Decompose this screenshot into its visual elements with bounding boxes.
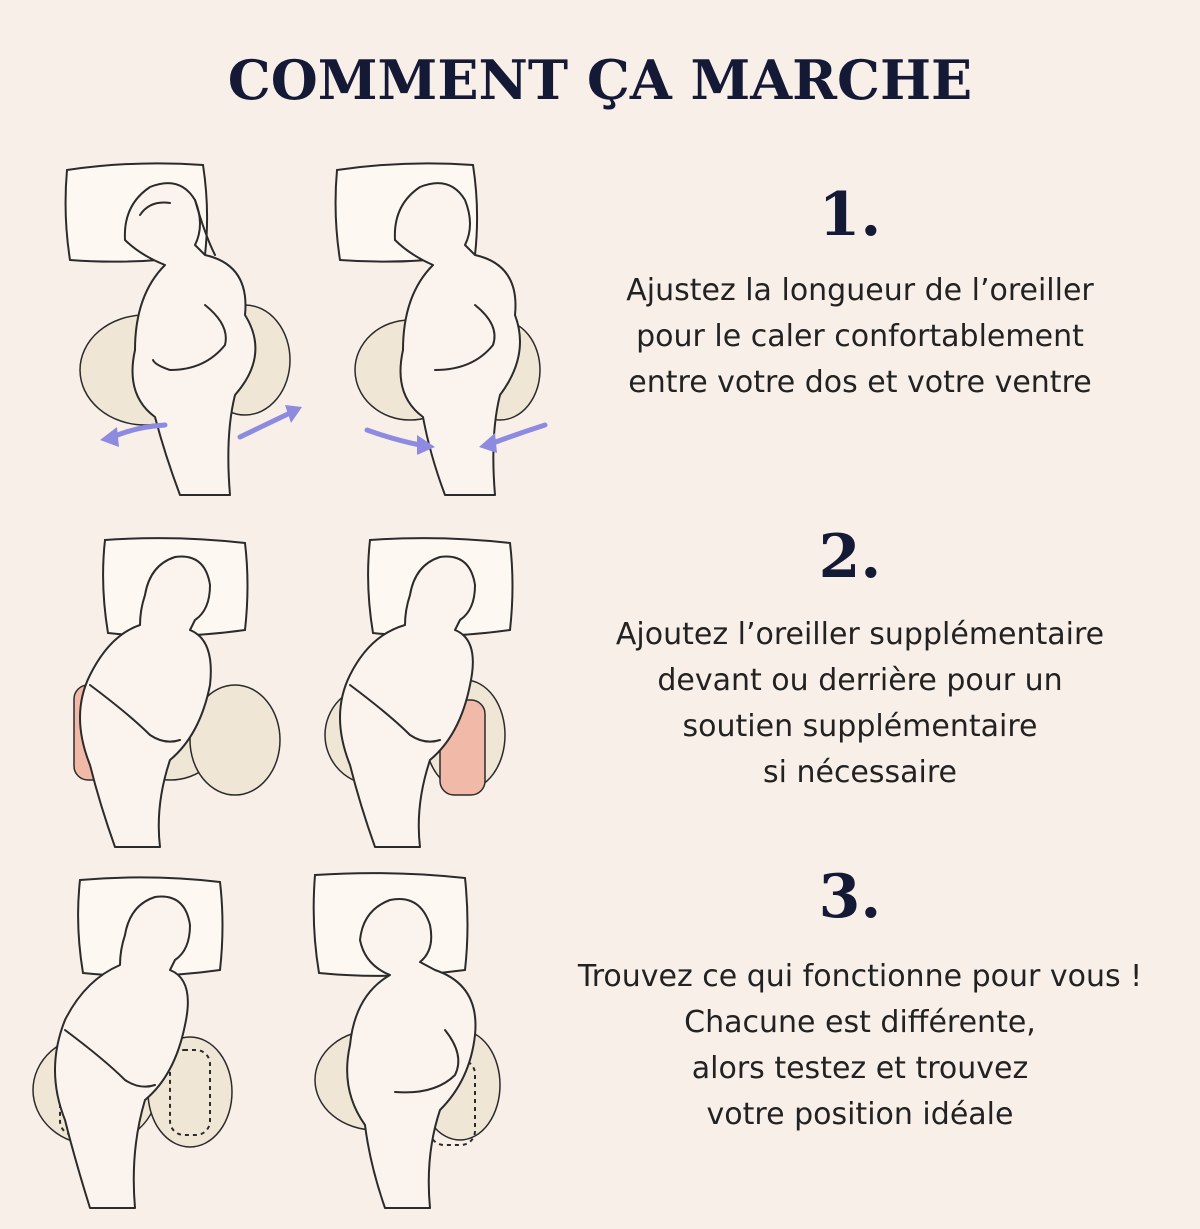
woman-body-shape [125,183,256,495]
step-3-line-1: Trouvez ce qui fonctionne pour vous ! [577,959,1143,994]
arrowhead-left-icon [100,427,119,447]
step-1-line-3: entre votre dos et votre ventre [628,365,1092,400]
woman-body-shape [55,897,190,1208]
step-1-figure-a [55,155,315,500]
step-2-line-4: si nécessaire [762,755,958,790]
step-3-line-3: alors testez et trouvez [691,1051,1029,1086]
woman-body-shape [80,557,211,847]
step-3-figure-a [25,870,275,1210]
step-1-text [560,268,1160,406]
step-1-number: 1. [818,180,882,250]
woman-body-shape [395,183,520,495]
step-1-figure-b [325,155,585,500]
arrow-in-left-icon [367,430,420,445]
step-1-line-1: Ajustez la longueur de l’oreiller [626,273,1094,308]
step-2-line-1: Ajoutez l’oreiller supplémentaire [615,617,1105,652]
step-2-figure-a [60,535,310,850]
step-2-text [560,612,1160,796]
step-1-line-2: pour le caler confortablement [636,319,1084,354]
page-title: COMMENT ÇA MARCHE [227,48,973,112]
arrow-in-right-icon [493,425,545,443]
step-3-figure-b [295,870,545,1210]
step-2-line-3: soutien supplémentaire [682,709,1038,744]
step-3-line-4: votre position idéale [706,1097,1014,1132]
step-3-text [560,954,1160,1138]
step-3-line-2: Chacune est différente, [684,1005,1036,1040]
step-2-figure-b [320,535,570,850]
step-3-number: 3. [818,862,882,932]
arrow-left-icon [113,425,165,437]
arrow-right-icon [240,413,290,437]
step-2-number: 2. [818,522,882,592]
woman-body-shape [340,557,475,847]
step-2-line-2: devant ou derrière pour un [657,663,1063,698]
